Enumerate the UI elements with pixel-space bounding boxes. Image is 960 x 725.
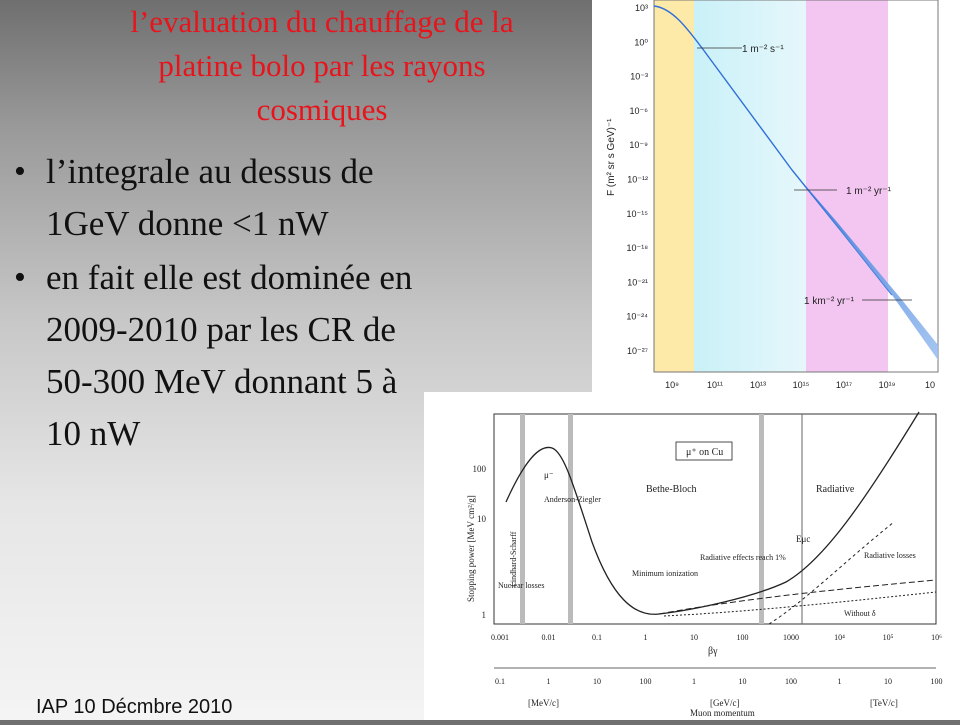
y-tick-label: 100 — [472, 464, 486, 474]
x-tick-label: 10¹⁷ — [835, 380, 853, 390]
annotation-label: 1 m⁻² s⁻¹ — [742, 44, 784, 55]
x-tick-label: 1 — [643, 633, 648, 642]
annotation-label: 1 km⁻² yr⁻¹ — [804, 296, 854, 307]
y-tick-label: 10⁻¹² — [627, 174, 648, 185]
y-tick-label: 10⁻⁹ — [629, 140, 648, 151]
label-without-delta: Without δ — [844, 609, 876, 618]
label-minimum-ionization: Minimum ionization — [632, 569, 698, 578]
y-tick-label: 10⁻⁶ — [629, 105, 648, 116]
x-tick-label: 100 — [930, 677, 943, 686]
x-tick-label: 10¹⁹ — [878, 380, 896, 390]
cosmic-ray-spectrum-figure — [592, 0, 960, 420]
region-divider — [520, 414, 525, 624]
region-label-radiative: Radiative — [816, 484, 855, 495]
unit-label: [TeV/c] — [870, 698, 898, 708]
x-tick-label: 100 — [639, 677, 652, 686]
x-tick-label: 10¹¹ — [706, 380, 724, 390]
slide-title — [62, 0, 582, 132]
x-tick-label: 10 — [690, 633, 698, 642]
x-axis-label-momentum: Muon momentum — [690, 708, 755, 718]
y-tick-label: 10⁻²⁴ — [626, 311, 648, 322]
region-divider — [568, 414, 573, 624]
x-tick-label: 10⁶ — [931, 633, 942, 642]
x-tick-label: 10 — [924, 380, 936, 390]
label-lindhard: Lindhard-Scharff — [509, 531, 518, 587]
x-tick-label: 1 — [546, 677, 551, 686]
footer-text: IAP 10 Décmbre 2010 — [36, 696, 233, 718]
without-delta-curve — [659, 580, 936, 614]
x-tick-label: 0.01 — [541, 633, 556, 642]
legend-label: μ⁺ on Cu — [686, 447, 724, 458]
x-ticks — [665, 380, 935, 390]
y-axis-label: F (m² sr s GeV)⁻¹ — [606, 118, 617, 196]
x-tick-label: 0.1 — [495, 677, 505, 686]
band-yellow — [654, 0, 694, 372]
x-tick-label: 10⁴ — [834, 633, 845, 642]
y-tick-label: 10⁻²¹ — [627, 277, 648, 288]
x-tick-label: 1000 — [783, 633, 799, 642]
x-tick-label: 0.001 — [491, 633, 509, 642]
ionization-curve — [664, 592, 936, 616]
x-tick-label: 1 — [692, 677, 696, 686]
title-line-2: platine bolo par les rayons — [158, 48, 486, 83]
x-tick-label: 10 — [738, 677, 747, 686]
x-tick-label: 10⁹ — [665, 380, 679, 390]
unit-label: [GeV/c] — [710, 698, 740, 708]
label-anderson: Anderson-Ziegler — [544, 495, 601, 504]
y-tick-label: 10⁰ — [634, 37, 648, 48]
x-tick-label: 1 — [837, 677, 842, 686]
y-tick-label: 1 — [481, 610, 486, 620]
x-tick-label: 100 — [785, 677, 797, 686]
x-tick-label: 100 — [736, 633, 749, 642]
y-tick-label: 10⁻¹⁸ — [626, 243, 648, 254]
x-tick-label: 10¹³ — [749, 380, 767, 390]
x-tick-label: 10¹⁵ — [792, 380, 810, 390]
bullet-item: • l’integrale au dessus de 1GeV donne <1 nW — [10, 146, 430, 250]
label-e-mu-c: Eμc — [796, 534, 811, 544]
band-cyan — [694, 0, 806, 372]
x-tick-label: 10 — [884, 677, 892, 686]
x-tick-label: 10 — [593, 677, 601, 686]
x-ticks-top — [491, 633, 942, 642]
y-tick-label: 10 — [477, 514, 486, 524]
x-ticks-bottom — [495, 677, 943, 686]
unit-label: [MeV/c] — [528, 698, 559, 708]
label-nuclear-losses: Nuclear losses — [498, 581, 545, 590]
label-mu-minus: μ⁻ — [544, 470, 554, 480]
y-axis-label: Stopping power [MeV cm²/g] — [466, 495, 476, 602]
y-tick-label: 10⁻¹⁵ — [626, 208, 648, 219]
bullet-item: • en fait elle est dominée en 2009-2010 par les CR de 50-300 MeV donnant 5 à 10 nW — [10, 252, 430, 460]
title-line-1: l’evaluation du chauffage de la — [130, 4, 514, 39]
x-tick-label: 10⁵ — [882, 633, 894, 642]
x-tick-label: 0.1 — [592, 633, 602, 642]
stopping-power-svg — [424, 392, 960, 720]
bullet-list — [10, 146, 430, 462]
stopping-power-figure — [424, 392, 960, 720]
y-tick-label: 10⁻²⁷ — [626, 346, 648, 356]
cosmic-ray-spectrum-svg — [592, 0, 960, 420]
label-radiative-losses: Radiative losses — [864, 551, 916, 560]
y-tick-label: 10⁻³ — [630, 71, 648, 82]
region-label-bethe-bloch: Bethe-Bloch — [646, 484, 697, 495]
y-tick-label: 10³ — [634, 3, 648, 13]
x-axis-label-betagamma: βγ — [708, 646, 718, 657]
label-radiative-effects: Radiative effects reach 1% — [700, 553, 786, 562]
title-line-3: cosmiques — [256, 92, 388, 127]
annotation-label: 1 m⁻² yr⁻¹ — [846, 186, 891, 197]
y-ticks — [626, 3, 648, 356]
